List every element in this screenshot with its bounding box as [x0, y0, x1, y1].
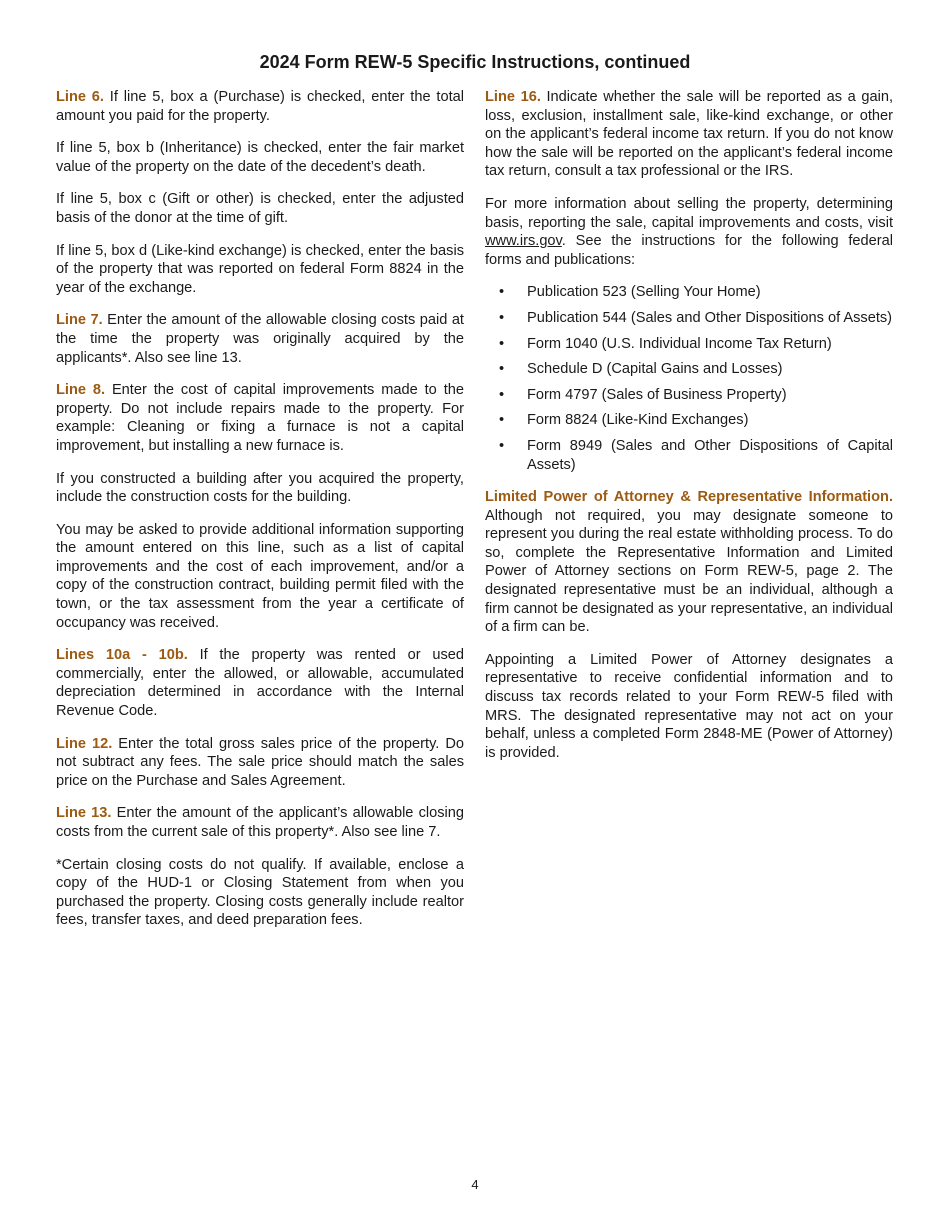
publications-list [485, 283, 893, 474]
page-number: 4 [471, 1177, 479, 1192]
line13-label: Line 13. [56, 805, 112, 822]
line13-text: Enter the amount of the applicant’s allowable closing costs from the current sale of this property*. Also see line 7. [56, 805, 465, 840]
list-item: • Form 8824 (Like-Kind Exchanges) [485, 411, 893, 430]
line8-construction-paragraph: If you constructed a building after you acquired the property, include the construction costs for the building. [56, 470, 464, 506]
line6-text: If line 5, box a (Purchase) is checked, enter the total amount you paid for the property. [56, 89, 464, 124]
more-info-text: For more information about selling the property, determining basis, reporting the sale, capital improvements and costs, visit [485, 195, 893, 231]
line16-text: Indicate whether the sale will be reported as a gain, loss, exclusion, installment sale, like-kind exchange, or other on the applicant’s federal income tax return. If you do not know how the sale will be reported on the applicant’s federal income tax return, consult a tax professional or the IRS. [485, 89, 893, 180]
lpoa-label: Limited Power of Attorney & Representative Information. [485, 489, 893, 506]
line16-paragraph [485, 88, 893, 181]
line7-paragraph [56, 311, 464, 367]
line8-label: Line 8. [56, 382, 106, 399]
more-info-paragraph [485, 195, 893, 269]
left-column [56, 88, 464, 944]
line6-gift-paragraph: If line 5, box c (Gift or other) is checked, enter the adjusted basis of the donor at the time of gift. [56, 191, 464, 226]
line13-paragraph [56, 804, 464, 841]
lpoa-appointing-paragraph: Appointing a Limited Power of Attorney designates a representative to receive confidential information and to discuss tax records related to your Form REW-5 filed with MRS. The designated representative may not act on your behalf, unless a completed Form 2848-ME (Power of Attorney) is provided. [485, 651, 893, 761]
list-item: • Schedule D (Capital Gains and Losses) [485, 360, 893, 379]
list-item: • Form 4797 (Sales of Business Property) [485, 386, 893, 405]
line12-paragraph [56, 735, 464, 791]
right-column [485, 88, 893, 776]
line6-like-kind-paragraph: If line 5, box d (Like-kind exchange) is checked, enter the basis of the property that was reported on federal Form 8824 in the year of the exchange. [56, 242, 464, 296]
line10-label: Lines 10a - 10b. [56, 647, 188, 664]
line12-text: Enter the total gross sales price of the property. Do not subtract any fees. The sale price should match the sales price on the Purchase and Sales Agreement. [56, 735, 464, 789]
line8-additional-info-paragraph: You may be asked to provide additional information supporting the amount entered on this line, such as a list of capital improvements and the cost of each improvement, and/or a copy of the construction contract, building permit filed with the town, or the tax assessment from the year a certificate of occupancy was received. [56, 521, 464, 631]
line6-inheritance-paragraph: If line 5, box b (Inheritance) is checked, enter the fair market value of the property on the date of the decedent’s death. [56, 140, 464, 175]
line8-text: Enter the cost of capital improvements made to the property. Do not include repairs made to the property. For example: Cleaning or fixing a furnace is not a capital improvement, but installing a new furnace is. [56, 382, 464, 454]
more-info-text-end: . See the instructions for the following federal forms and publications: [485, 233, 893, 268]
line10-text: If the property was rented or used commercially, enter the allowed, or allowable, accumulated depreciation determined in accordance with the Internal Revenue Code. [56, 647, 464, 720]
list-item: • Form 8949 (Sales and Other Dispositions of Capital Assets) [485, 437, 893, 474]
line8-paragraph [56, 381, 464, 455]
line6-label: Line 6. [56, 89, 104, 105]
line10-paragraph [56, 646, 464, 720]
closing-costs-footnote: *Certain closing costs do not qualify. If available, enclose a copy of the HUD-1 or Closing Statement from when you purchased the property. Closing costs generally include realtor fees, transfer taxes, and deed preparation fees. [56, 856, 464, 929]
line12-label: Line 12. [56, 735, 113, 752]
line6-paragraph [56, 88, 464, 125]
list-item: • Form 1040 (U.S. Individual Income Tax Return) [485, 335, 893, 354]
lpoa-paragraph [485, 488, 893, 637]
irs-website-link[interactable]: www.irs.gov [485, 233, 562, 250]
page-title: 2024 Form REW-5 Specific Instructions, continued [259, 52, 691, 72]
list-item: • Publication 523 (Selling Your Home) [485, 283, 893, 302]
list-item: • Publication 544 (Sales and Other Dispositions of Assets) [485, 309, 893, 328]
line7-text: Enter the amount of the allowable closing costs paid at the time the property was originally acquired by the applicants*. Also see line 13. [56, 312, 464, 366]
lpoa-text: Although not required, you may designate someone to represent you during the real estate withholding process. To do so, complete the Representative Information and Limited Power of Attorney sections on Form REW-5, page 2. The designated representative must be an individual, although a firm cannot be designated as your representative, an individual of a firm can be. [485, 507, 893, 636]
line7-label: Line 7. [56, 312, 103, 329]
line16-label: Line 16. [485, 89, 541, 105]
